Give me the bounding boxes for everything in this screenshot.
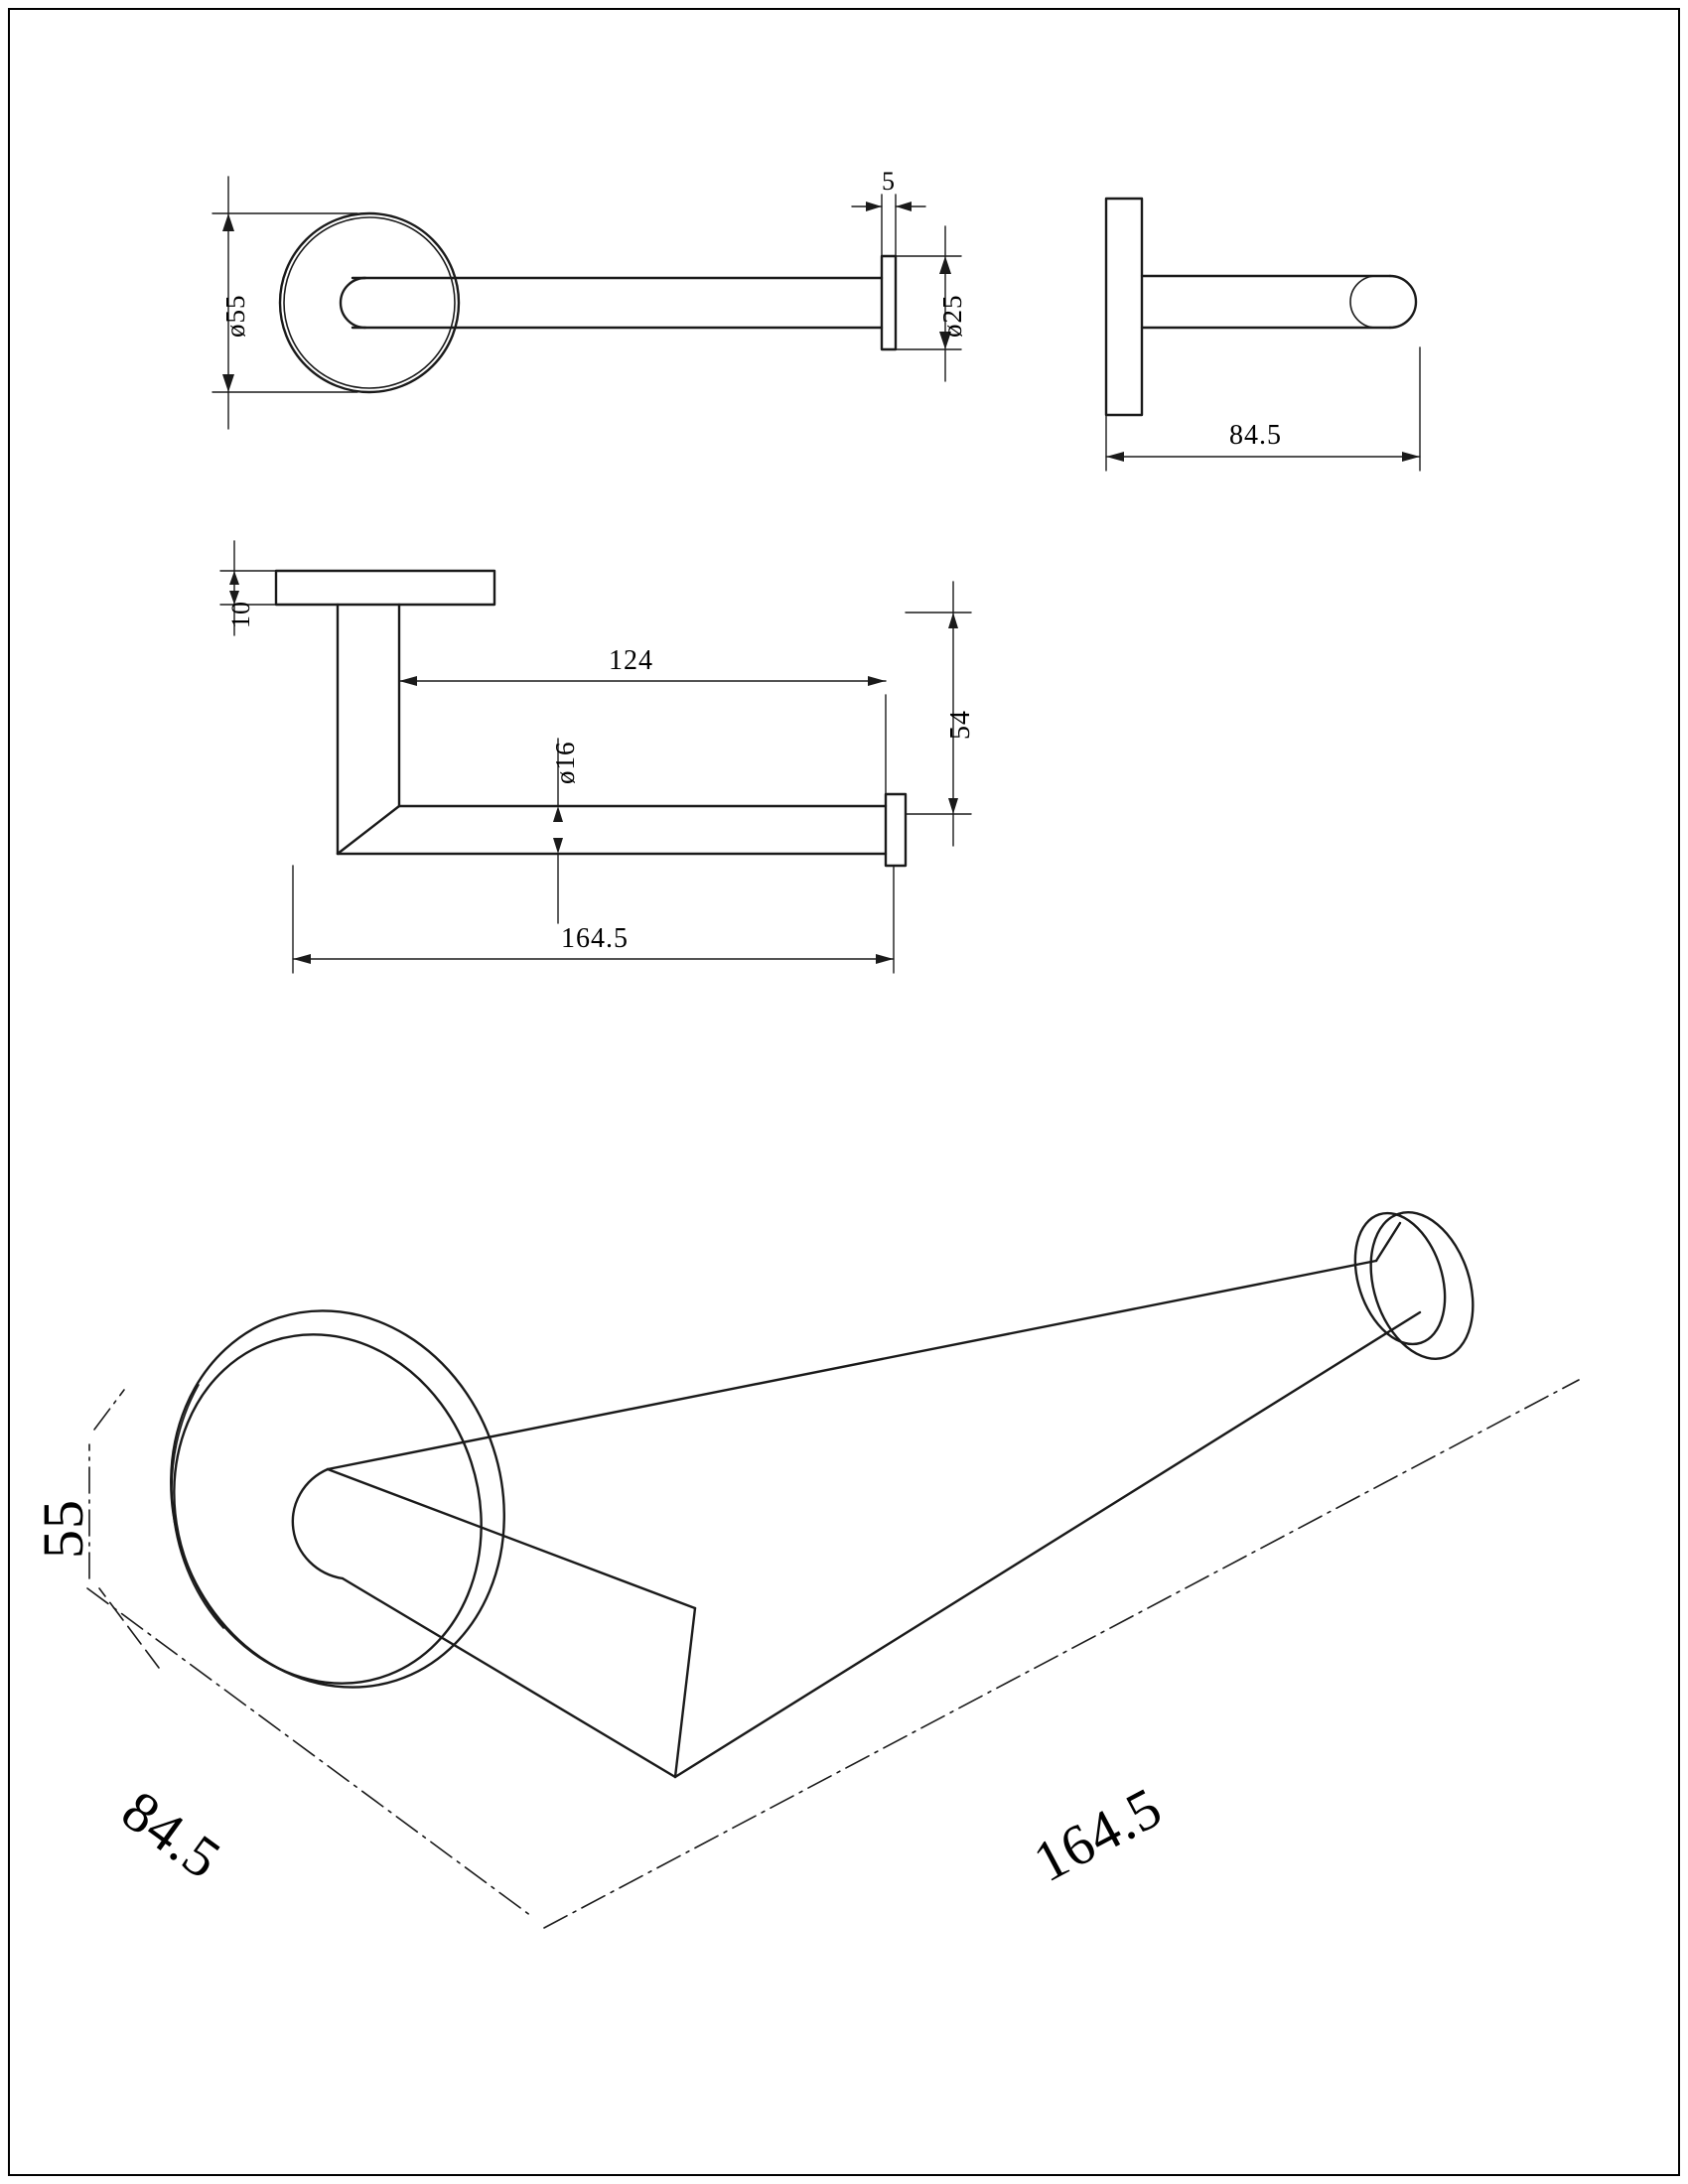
top-arm-corner-chamfer: [338, 806, 399, 854]
dim-label-164-5-iso: 164.5: [1023, 1774, 1173, 1895]
iso-extension-lines: [99, 1588, 159, 1668]
side-wall-plate: [1106, 199, 1142, 415]
side-arm-cap-inner: [1350, 276, 1376, 328]
dim-label-124: 124: [609, 645, 653, 676]
dim-label-84-5-iso: 84.5: [110, 1777, 233, 1892]
dim-164-5-top: [293, 866, 894, 973]
dim-label-84-5-side: 84.5: [1229, 420, 1282, 451]
dim-label-phi55: ø55: [220, 294, 250, 338]
dim-5: [852, 195, 925, 256]
dim-label-5: 5: [882, 167, 896, 196]
dim-124: [399, 615, 886, 794]
dim-label-55-iso: 55: [31, 1499, 95, 1559]
front-flange-outer: [280, 213, 459, 392]
front-flange-inner: [284, 217, 455, 388]
front-bar-left-cap: [341, 278, 365, 328]
dim-label-phi16: ø16: [550, 741, 580, 784]
iso-arm: [293, 1199, 1490, 1777]
iso-flange: [123, 1267, 553, 1730]
side-arm-cap: [1390, 276, 1416, 328]
dim-label-54: 54: [945, 710, 976, 740]
dim-label-phi25: ø25: [937, 294, 967, 338]
dim-label-10: 10: [226, 601, 255, 628]
top-back-plate: [276, 571, 494, 605]
top-end-cap: [886, 794, 906, 866]
iso-dim-lines: [87, 1380, 1579, 1928]
dim-84-5-side: [1106, 347, 1420, 471]
dim-label-164-5-top: 164.5: [561, 923, 629, 954]
front-end-cap: [882, 256, 896, 349]
